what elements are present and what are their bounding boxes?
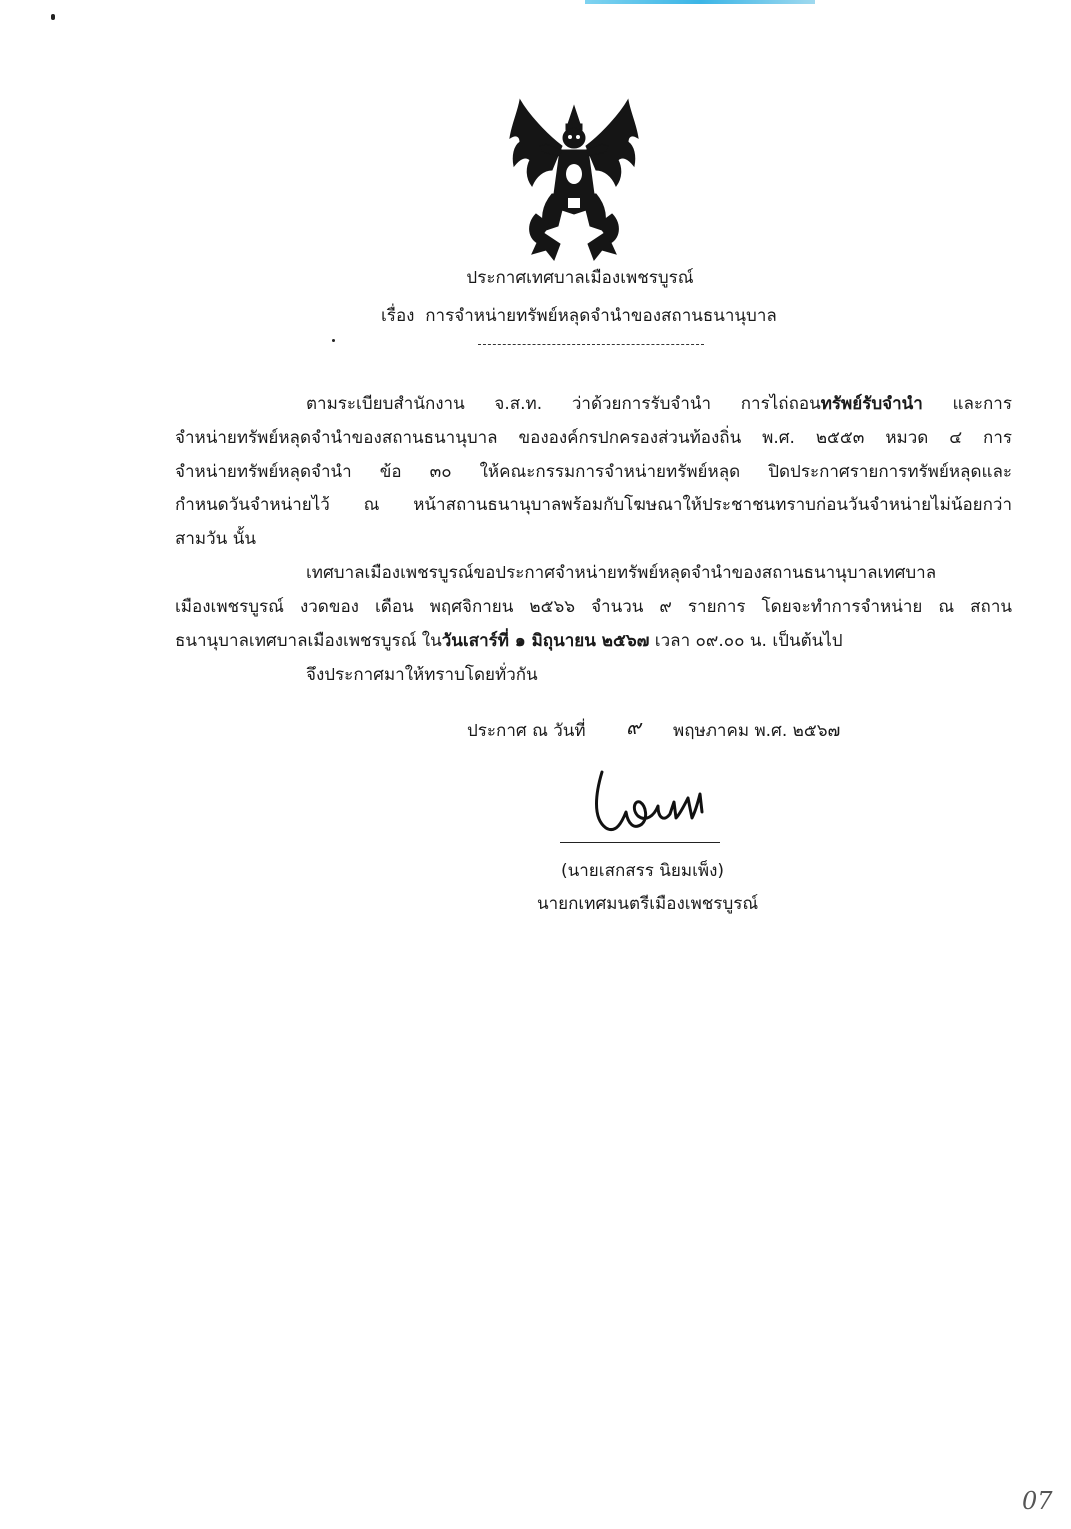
title-divider [478, 344, 704, 345]
signatory-name: (นายเสกสรร นิยมเพ็ง) [561, 861, 725, 881]
date-line-prefix: ประกาศ ณ วันที่ [467, 721, 586, 741]
scan-speck [332, 339, 335, 342]
paragraph-2-line-3: ธนานุบาลเทศบาลเมืองเพชรบูรณ์ ในวันเสาร์ที่ ๑ มิถุนายน ๒๕๖๗ เวลา ๐๙.๐๐ น. เป็นต้นไป [175, 631, 843, 651]
subject-label: เรื่อง [381, 306, 415, 326]
paragraph-1-line-4: กำหนดวันจำหน่ายไว้ ณ หน้าสถานธนานุบาลพร้อมกับโฆษณาให้ประชาชนทราบก่อนวันจำหน่ายไม่น้อยกว่า [175, 495, 1012, 515]
signatory-position: นายกเทศมนตรีเมืองเพชรบูรณ์ [537, 894, 759, 914]
subject-text: การจำหน่ายทรัพย์หลุดจำนำของสถานธนานุบาล [425, 306, 777, 326]
garuda-emblem-icon [506, 94, 642, 264]
paragraph-1-line-3: จำหน่ายทรัพย์หลุดจำนำ ข้อ ๓๐ ให้คณะกรรมการจำหน่ายทรัพย์หลุด ปิดประกาศรายการทรัพย์หลุดและ [175, 462, 1012, 482]
paragraph-2-line-1: เทศบาลเมืองเพชรบูรณ์ขอประกาศจำหน่ายทรัพย์หลุดจำนำของสถานธนานุบาลเทศบาล [306, 563, 937, 583]
scan-speck [51, 14, 55, 20]
handwritten-signature-icon [588, 762, 728, 842]
handwritten-day: ๙ [626, 715, 641, 739]
signature-underline [560, 842, 720, 843]
subject-line [381, 305, 777, 327]
closing-statement: จึงประกาศมาให้ทราบโดยทั่วกัน [306, 665, 538, 685]
announcement-title: ประกาศเทศบาลเมืองเพชรบูรณ์ [466, 268, 694, 288]
emphasis-text: ทรัพย์รับจำนำ [820, 394, 923, 414]
sale-date-text: วันเสาร์ที่ ๑ มิถุนายน ๒๕๖๗ [441, 631, 650, 651]
paragraph-1-line-1: ตามระเบียบสำนักงาน จ.ส.ท. ว่าด้วยการรับจำนำ การไถ่ถอนทรัพย์รับจำนำ และการ [306, 394, 1012, 414]
paragraph-1-line-2: จำหน่ายทรัพย์หลุดจำนำของสถานธนานุบาล ขององค์กรปกครองส่วนท้องถิ่น พ.ศ. ๒๕๕๓ หมวด ๔ การ [175, 428, 1012, 448]
paragraph-2-line-2: เมืองเพชรบูรณ์ งวดของ เดือน พฤศจิกายน ๒๕๖๖ จำนวน ๙ รายการ โดยจะทำการจำหน่าย ณ สถาน [175, 597, 1012, 617]
paragraph-1-line-5: สามวัน นั้น [175, 529, 256, 549]
top-edge-strip [585, 0, 815, 4]
date-line-month-year: พฤษภาคม พ.ศ. ๒๕๖๗ [673, 721, 841, 741]
handwritten-page-note: 07 [1022, 1487, 1053, 1515]
